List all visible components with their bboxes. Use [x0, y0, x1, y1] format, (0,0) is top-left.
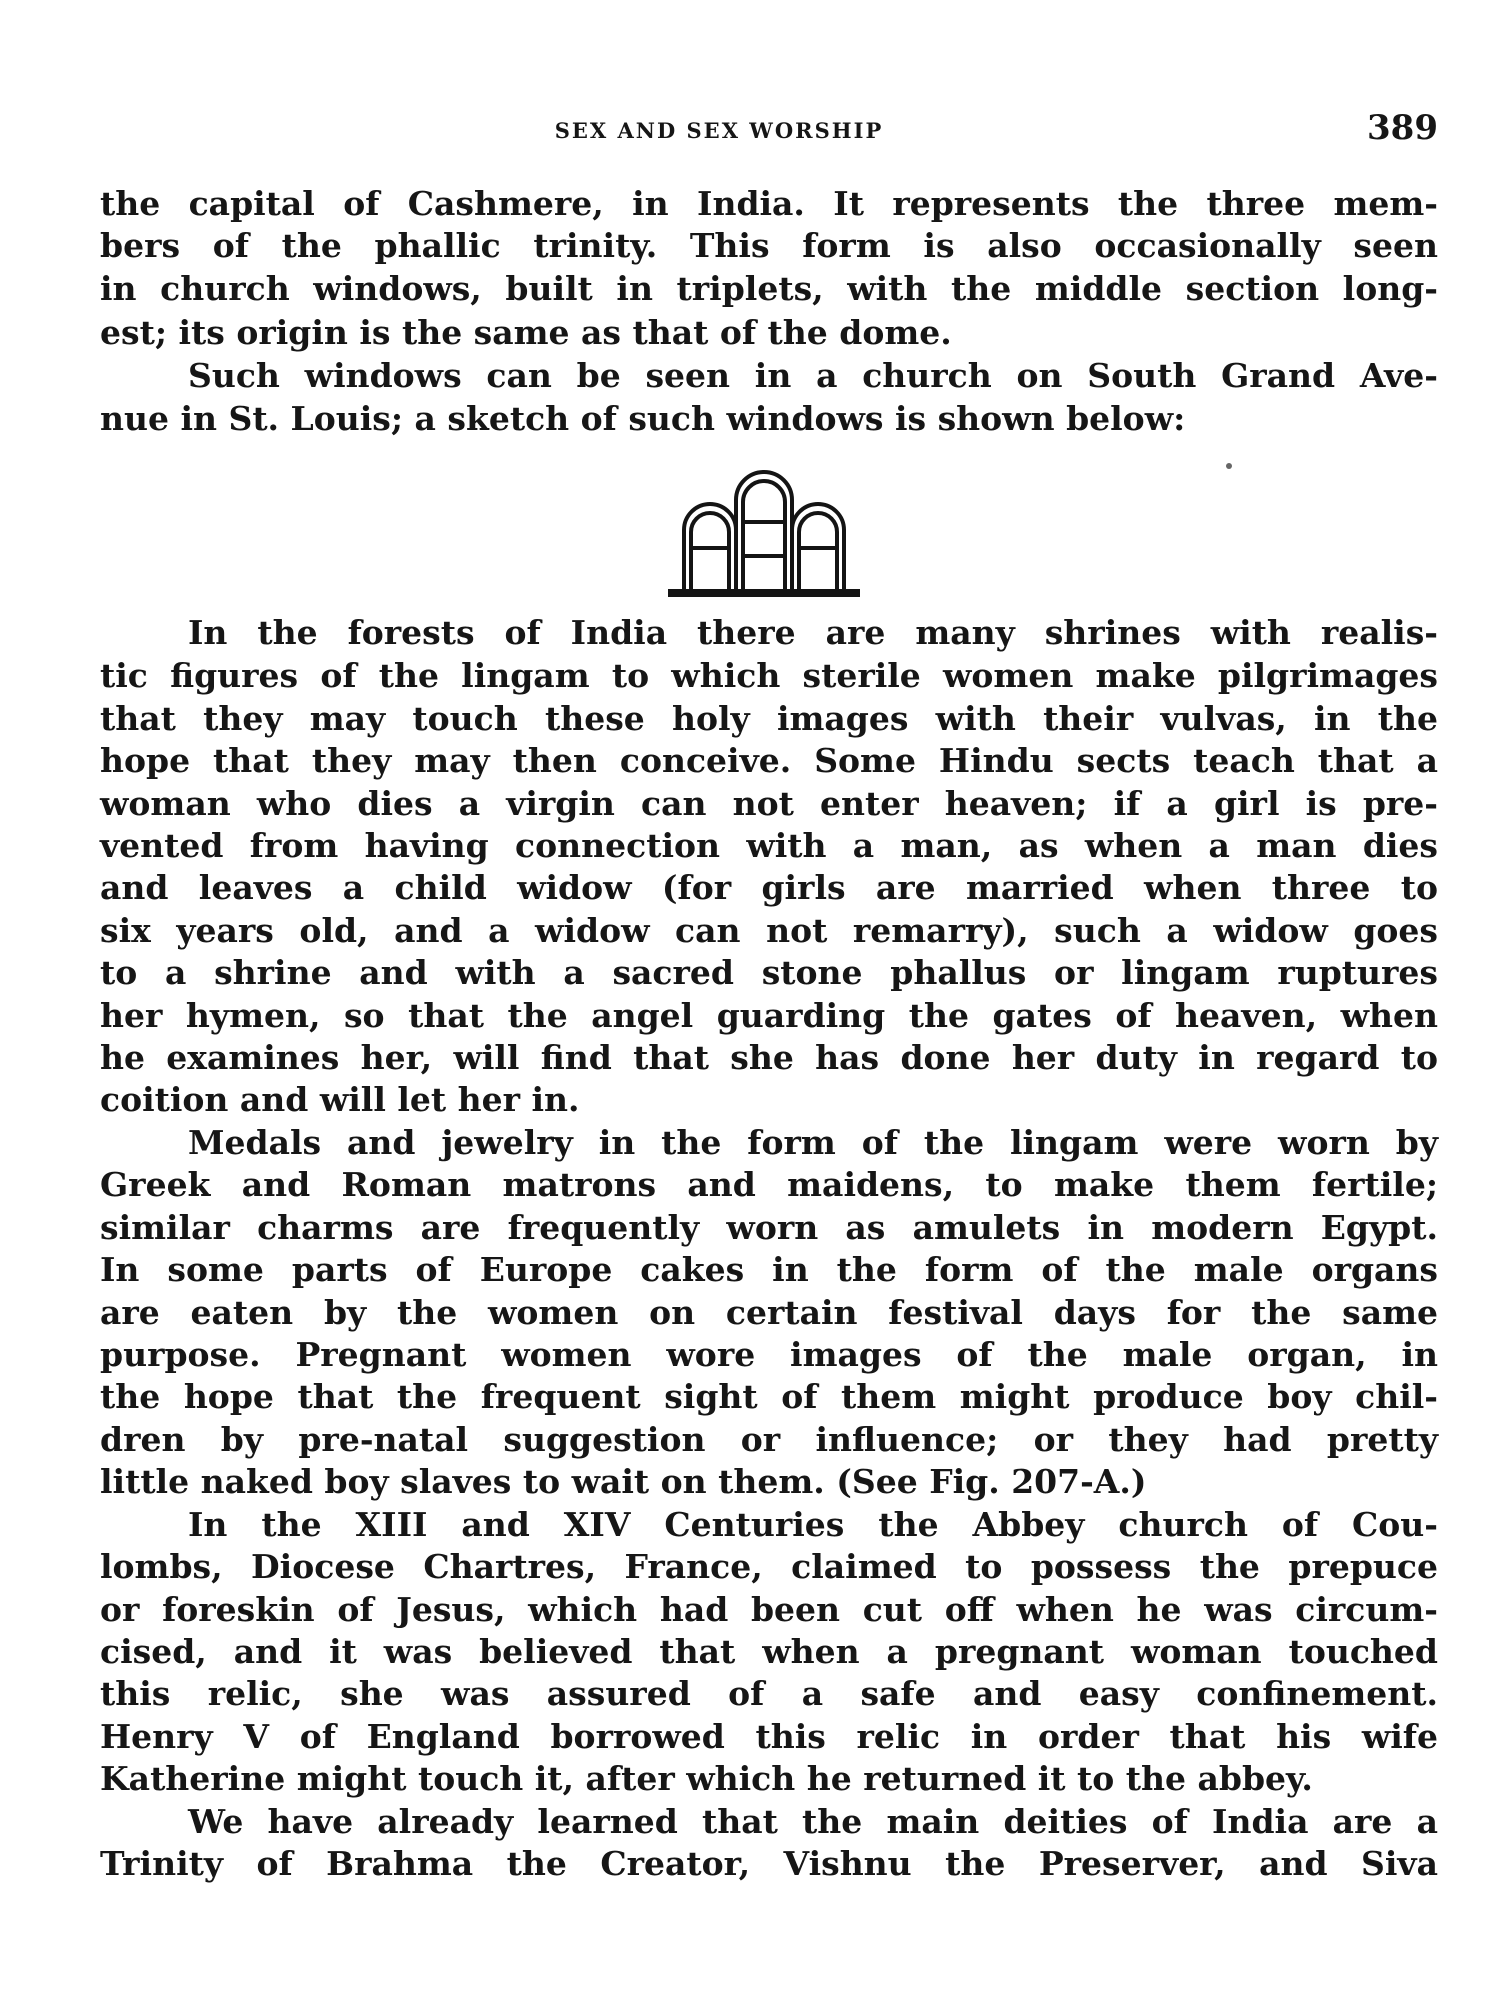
- text-line: In the XIII and XIV Centuries the Abbey church of Cou-: [188, 1505, 1438, 1544]
- text-line: similar charms are frequently worn as amulets in modern Egypt.: [100, 1208, 1438, 1247]
- text-line: est; its origin is the same as that of the dome.: [100, 313, 952, 352]
- text-line: dren by pre-natal suggestion or influence; or they had pretty: [100, 1420, 1438, 1459]
- left-window-inner: [691, 513, 729, 590]
- text-line: purpose. Pregnant women wore images of the male organ, in: [100, 1335, 1438, 1374]
- text-line: this relic, she was assured of a safe and easy confinement.: [100, 1674, 1438, 1713]
- text-line: her hymen, so that the angel guarding the gates of heaven, when: [100, 996, 1438, 1035]
- text-line: cised, and it was believed that when a pregnant woman touched: [100, 1632, 1438, 1671]
- text-line: in church windows, built in triplets, with the middle section long-: [100, 269, 1438, 308]
- text-line: little naked boy slaves to wait on them. (See Fig. 207-A.): [100, 1462, 1147, 1501]
- text-line: Katherine might touch it, after which he returned it to the abbey.: [100, 1759, 1313, 1798]
- text-line: Medals and jewelry in the form of the lingam were worn by: [188, 1123, 1438, 1162]
- text-line: or foreskin of Jesus, which had been cut off when he was circum-: [100, 1590, 1438, 1629]
- text-line: to a shrine and with a sacred stone phallus or lingam ruptures: [100, 953, 1438, 992]
- text-line: are eaten by the women on certain festival days for the same: [100, 1293, 1438, 1332]
- text-line: that they may touch these holy images with their vulvas, in the: [100, 699, 1438, 738]
- text-line: hope that they may then conceive. Some Hindu sects teach that a: [100, 741, 1438, 780]
- text-line: nue in St. Louis; a sketch of such windows is shown below:: [100, 399, 1186, 438]
- text-line: Trinity of Brahma the Creator, Vishnu the Preserver, and Siva: [100, 1844, 1438, 1883]
- text-line: the capital of Cashmere, in India. It represents the three mem-: [100, 184, 1438, 223]
- text-line: vented from having connection with a man, as when a man dies: [100, 826, 1438, 865]
- text-line: In the forests of India there are many shrines with realis-: [188, 613, 1438, 652]
- text-line: six years old, and a widow can not remarry), such a widow goes: [100, 911, 1438, 950]
- text-line: In some parts of Europe cakes in the form of the male organs: [100, 1250, 1438, 1289]
- text-line: bers of the phallic trinity. This form is also occasionally seen: [100, 226, 1438, 265]
- stray-dot: [1226, 463, 1232, 469]
- running-head: [100, 108, 1438, 158]
- running-title: SEX AND SEX WORSHIP: [554, 118, 884, 143]
- text-line: Henry V of England borrowed this relic in order that his wife: [100, 1717, 1438, 1756]
- text-line: he examines her, will find that she has done her duty in regard to: [100, 1038, 1438, 1077]
- window-sill: [668, 589, 860, 597]
- text-line: and leaves a child widow (for girls are married when three to: [100, 868, 1438, 907]
- page-number: 389: [1367, 108, 1438, 148]
- text-line: tic figures of the lingam to which sterile women make pilgrimages: [100, 656, 1438, 695]
- text-line: the hope that the frequent sight of them might produce boy chil-: [100, 1377, 1438, 1416]
- text-line: Such windows can be seen in a church on South Grand Ave-: [188, 356, 1438, 395]
- text-line: lombs, Diocese Chartres, France, claimed to possess the prepuce: [100, 1547, 1438, 1586]
- right-window-inner: [799, 513, 837, 590]
- text-line: Greek and Roman matrons and maidens, to make them fertile;: [100, 1165, 1438, 1204]
- middle-window-inner: [743, 481, 785, 590]
- triplet-windows-figure: [666, 462, 862, 598]
- text-line: coition and will let her in.: [100, 1080, 580, 1119]
- text-line: We have already learned that the main deities of India are a: [188, 1802, 1438, 1841]
- text-line: woman who dies a virgin can not enter heaven; if a girl is pre-: [100, 784, 1438, 823]
